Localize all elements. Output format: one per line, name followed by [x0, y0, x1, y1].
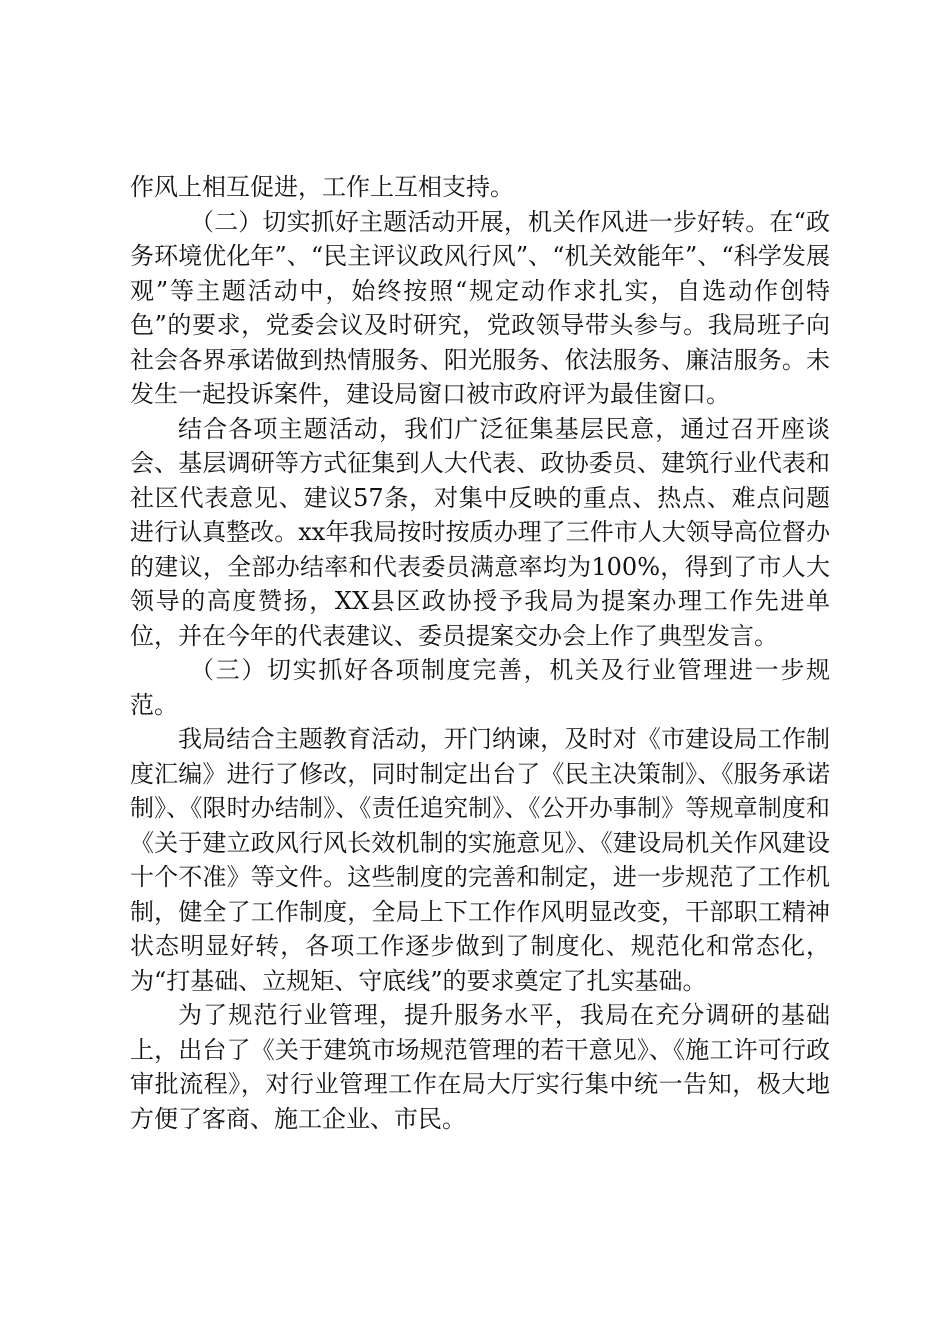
- paragraph-industry-management: 为了规范行业管理，提升服务水平，我局在充分调研的基础上，出台了《关于建筑市场规范管理的若干意见》、《施工许可行政审批流程》，对行业管理工作在局大厅实行集中统一告知，极大地方便了客商、施工企业、市民。: [130, 1001, 830, 1133]
- paragraph-public-opinion: 结合各项主题活动，我们广泛征集基层民意，通过召开座谈会、基层调研等方式征集到人大代表、政协委员、建筑行业代表和社区代表意见、建议57条，对集中反映的重点、热点、难点问题进行认真整改。xx年我局按时按质办理了三件市人大领导高位督办的建议，全部办结率和代表委员满意率均为100%，得到了市人大领导的高度赞扬，XX县区政协授予我局为提案办理工作先进单位，并在今年的代表建议、委员提案交办会上作了典型发言。: [130, 414, 830, 650]
- document-body: [130, 170, 830, 1136]
- section-heading-three: （三）切实抓好各项制度完善，机关及行业管理进一步规范。: [130, 656, 830, 719]
- section-heading-two: （二）切实抓好主题活动开展，机关作风进一步好转。在“政务环境优化年”、“民主评议政风行风”、“机关效能年”、“科学发展观”等主题活动中，始终按照“规定动作求扎实，自选动作创特色”的要求，党委会议及时研究，党政领导带头参与。我局班子向社会各界承诺做到热情服务、阳光服务、依法服务、廉洁服务。未发生一起投诉案件，建设局窗口被市政府评为最佳窗口。: [130, 207, 830, 408]
- paragraph-continuation: 作风上相互促进，工作上互相支持。: [130, 173, 514, 201]
- paragraph-regulations: 我局结合主题教育活动，开门纳谏，及时对《市建设局工作制度汇编》进行了修改，同时制定出台了《民主决策制》、《服务承诺制》、《限时办结制》、《责任追究制》、《公开办事制》等规章制度和《关于建立政风行风长效机制的实施意见》、《建设局机关作风建设十个不准》等文件。这些制度的完善和制定，进一步规范了工作机制，健全了工作制度，全局上下工作作风明显改变，干部职工精神状态明显好转，各项工作逐步做到了制度化、规范化和常态化，为“打基础、立规矩、守底线”的要求奠定了扎实基础。: [130, 725, 830, 995]
